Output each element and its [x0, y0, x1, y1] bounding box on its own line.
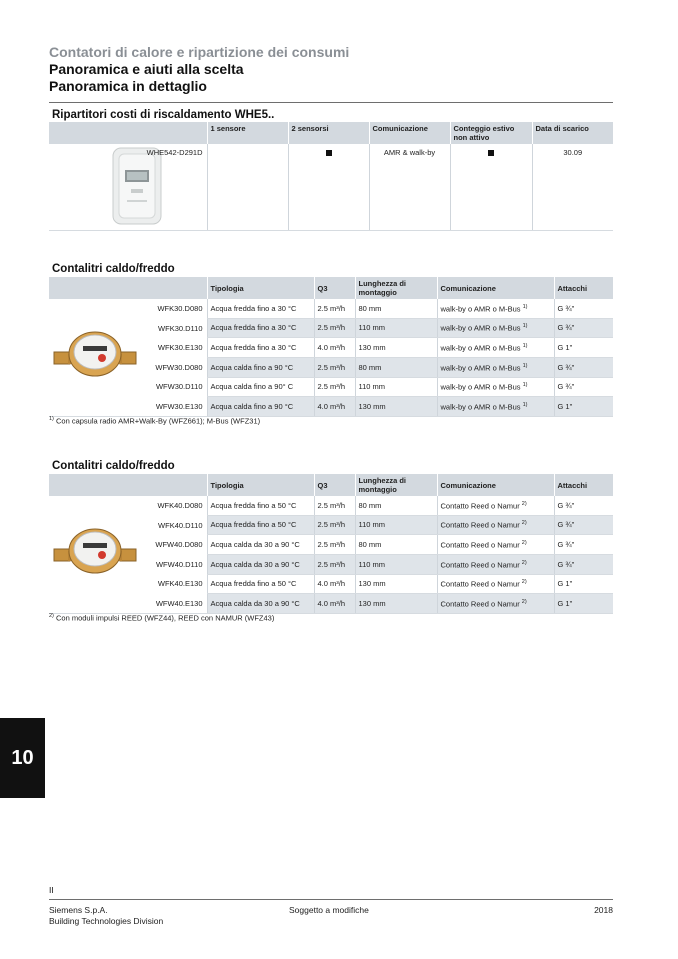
header-cell: Q3 — [314, 474, 355, 496]
communication-text: walk-by o AMR o M-Bus — [440, 382, 523, 392]
cell-length: 80 mm — [355, 357, 437, 377]
section2-table — [49, 277, 613, 417]
product-code: WFW30.D110 — [155, 382, 203, 391]
product-code: WFW40.E130 — [155, 598, 203, 608]
communication-text: Contatto Reed o Namur — [440, 520, 522, 530]
table-row — [49, 299, 613, 318]
cell-connection: G 1" — [554, 338, 613, 358]
header-category: Contatori di calore e ripartizione dei consumi — [49, 44, 350, 60]
footnote-marker: 2) — [49, 613, 54, 619]
product-code: WFW30.D080 — [155, 362, 203, 372]
cell-communication — [437, 496, 554, 515]
check-square-icon — [326, 150, 332, 156]
cell-communication — [437, 554, 554, 574]
header-cell: Data di scarico — [532, 122, 613, 144]
section3-table — [49, 474, 613, 614]
table-row — [49, 496, 613, 515]
cell-q3: 2.5 m³/h — [314, 554, 355, 574]
footnote-marker: 2) — [521, 598, 527, 605]
footnote-text: Con capsula radio AMR+Walk-By (WFZ661); M-Bus (WFZ31) — [55, 416, 261, 426]
cell-type: Acqua calda da 30 a 90 °C — [207, 535, 314, 555]
product-code: WFW40.D110 — [155, 559, 203, 569]
cell-communication — [437, 357, 554, 377]
header-cell: Lunghezza di montaggio — [355, 277, 437, 299]
cell-communication — [437, 299, 554, 318]
cell-type: Acqua calda fino a 90 °C — [207, 357, 314, 377]
cell-length: 80 mm — [355, 535, 437, 555]
cell-connection: G 1" — [554, 594, 613, 614]
cell-communication — [437, 318, 554, 338]
header-cell: Comunicazione — [369, 122, 450, 144]
cell-length: 80 mm — [355, 299, 437, 318]
cell-connection: G ¾" — [554, 515, 613, 535]
cell-q3: 2.5 m³/h — [314, 496, 355, 515]
cell-communication — [437, 397, 554, 417]
header-cell: 1 sensore — [207, 122, 288, 144]
footnote-text: Con moduli impulsi REED (WFZ44), REED con NAMUR (WFZ43) — [55, 613, 275, 623]
footer-divider — [49, 899, 613, 900]
header-cell — [49, 277, 207, 299]
product-codes — [141, 299, 207, 416]
footnote-marker: 1) — [522, 303, 528, 310]
product-image-cell — [49, 299, 207, 417]
header-cell: Lunghezza di montaggio — [355, 474, 437, 496]
product-code: WHE542-D291D — [146, 148, 203, 157]
cell-length: 130 mm — [355, 338, 437, 358]
footnote-marker: 2) — [521, 539, 527, 546]
cell-q3: 4.0 m³/h — [314, 594, 355, 614]
cell-length: 80 mm — [355, 496, 437, 515]
product-code: WFW30.E130 — [155, 401, 203, 411]
cell-sensor1 — [207, 144, 288, 231]
footnote-marker: 1) — [522, 382, 528, 389]
footnote-marker: 2) — [521, 500, 527, 507]
header-cell: Attacchi — [554, 277, 613, 299]
product-code: WFW40.D080 — [155, 540, 203, 549]
cell-communication — [437, 515, 554, 535]
cell-type: Acqua fredda fino a 50 °C — [207, 496, 314, 515]
communication-text: walk-by o AMR o M-Bus — [440, 323, 523, 333]
cell-connection: G ¾" — [554, 357, 613, 377]
cell-q3: 2.5 m³/h — [314, 377, 355, 397]
footnote-marker: 2) — [521, 520, 527, 527]
header-cell — [49, 122, 207, 144]
product-code: WFK30.E130 — [157, 343, 203, 352]
footer-division: Building Technologies Division — [49, 916, 164, 926]
product-code: WFK40.D080 — [157, 501, 203, 510]
page-mark: II — [49, 885, 54, 895]
cell-communication — [437, 377, 554, 397]
cell-q3: 2.5 m³/h — [314, 515, 355, 535]
cell-q3: 4.0 m³/h — [314, 397, 355, 417]
cell-q3: 2.5 m³/h — [314, 299, 355, 318]
cell-length: 130 mm — [355, 574, 437, 594]
cell-q3: 2.5 m³/h — [314, 318, 355, 338]
header-title: Panoramica e aiuti alla scelta — [49, 61, 244, 77]
section1-table — [49, 122, 613, 231]
section1-title: Ripartitori costi di riscaldamento WHE5.. — [52, 109, 275, 121]
cell-sensor2 — [288, 144, 369, 231]
cell-summer — [450, 144, 532, 231]
header-cell: Tipologia — [207, 474, 314, 496]
cell-length: 110 mm — [355, 554, 437, 574]
cell-type: Acqua fredda fino a 50 °C — [207, 515, 314, 535]
header-cell: Attacchi — [554, 474, 613, 496]
cell-connection: G 1" — [554, 574, 613, 594]
cell-connection: G ¾" — [554, 496, 613, 515]
product-code: WFK40.D110 — [158, 520, 203, 530]
section2-footnote — [49, 416, 260, 426]
cell-communication — [437, 535, 554, 555]
header-cell: Comunicazione — [437, 277, 554, 299]
communication-text: Contatto Reed o Namur — [440, 599, 522, 609]
communication-text: Contatto Reed o Namur — [440, 501, 522, 511]
header-cell: Conteggio estivo non attivo — [450, 122, 532, 144]
cell-type: Acqua fredda fino a 50 °C — [207, 574, 314, 594]
product-code: WFK30.D080 — [157, 304, 203, 313]
water-meter-image — [50, 322, 140, 392]
cell-length: 110 mm — [355, 515, 437, 535]
section3-footnote — [49, 613, 274, 623]
cell-communication: AMR & walk-by — [369, 144, 450, 231]
header-cell: Tipologia — [207, 277, 314, 299]
cell-q3: 4.0 m³/h — [314, 574, 355, 594]
cell-connection: G ¾" — [554, 377, 613, 397]
cell-length: 130 mm — [355, 397, 437, 417]
cell-type: Acqua calda fino a 90 °C — [207, 397, 314, 417]
footnote-marker: 1) — [49, 416, 54, 422]
product-code: WFK30.D110 — [158, 323, 203, 333]
cell-length: 110 mm — [355, 377, 437, 397]
cell-communication — [437, 574, 554, 594]
header-cell: 2 sensorsi — [288, 122, 369, 144]
communication-text: walk-by o AMR o M-Bus — [440, 363, 523, 373]
communication-text: Contatto Reed o Namur — [440, 579, 522, 589]
header-cell: Comunicazione — [437, 474, 554, 496]
water-meter-reed-image — [50, 519, 140, 589]
footnote-marker: 2) — [521, 579, 527, 586]
cell-type: Acqua calda fino a 90° C — [207, 377, 314, 397]
chapter-tab: 10 — [0, 718, 45, 798]
header-cell: Q3 — [314, 277, 355, 299]
footer-company: Siemens S.p.A. — [49, 905, 108, 915]
cell-type: Acqua fredda fino a 30 °C — [207, 338, 314, 358]
cell-connection: G 1" — [554, 397, 613, 417]
cell-type: Acqua calda da 30 a 90 °C — [207, 554, 314, 574]
footer-year: 2018 — [594, 905, 613, 915]
cell-connection: G ¾" — [554, 554, 613, 574]
cell-q3: 2.5 m³/h — [314, 357, 355, 377]
cell-communication — [437, 338, 554, 358]
cell-communication — [437, 594, 554, 614]
footnote-marker: 1) — [522, 342, 528, 349]
check-square-icon — [488, 150, 494, 156]
product-image-cell — [49, 496, 207, 614]
footnote-marker: 1) — [522, 323, 528, 330]
cell-length: 130 mm — [355, 594, 437, 614]
product-codes — [141, 496, 207, 613]
cell-type: Acqua calda da 30 a 90 °C — [207, 594, 314, 614]
page-header — [49, 44, 349, 95]
section3-title: Contalitri caldo/freddo — [52, 460, 175, 472]
footnote-marker: 2) — [521, 559, 527, 566]
cell-q3: 4.0 m³/h — [314, 338, 355, 358]
header-divider — [49, 102, 613, 103]
communication-text: Contatto Reed o Namur — [440, 540, 522, 550]
cell-q3: 2.5 m³/h — [314, 535, 355, 555]
cell-type: Acqua fredda fino a 30 °C — [207, 318, 314, 338]
cell-connection: G ¾" — [554, 535, 613, 555]
communication-text: walk-by o AMR o M-Bus — [440, 304, 523, 314]
cell-connection: G ¾" — [554, 299, 613, 318]
product-code: WFK40.E130 — [157, 579, 203, 588]
cell-length: 110 mm — [355, 318, 437, 338]
header-cell — [49, 474, 207, 496]
product-image-cell — [49, 144, 207, 231]
footnote-marker: 1) — [522, 362, 528, 369]
communication-text: walk-by o AMR o M-Bus — [440, 343, 523, 353]
communication-text: walk-by o AMR o M-Bus — [440, 402, 523, 412]
cell-type: Acqua fredda fino a 30 °C — [207, 299, 314, 318]
footer-center: Soggetto a modifiche — [289, 905, 369, 915]
footnote-marker: 1) — [522, 401, 528, 408]
cell-date: 30.09 — [532, 144, 613, 231]
section2-title: Contalitri caldo/freddo — [52, 263, 175, 275]
communication-text: Contatto Reed o Namur — [440, 560, 522, 570]
header-subtitle: Panoramica in dettaglio — [49, 78, 207, 94]
cell-connection: G ¾" — [554, 318, 613, 338]
